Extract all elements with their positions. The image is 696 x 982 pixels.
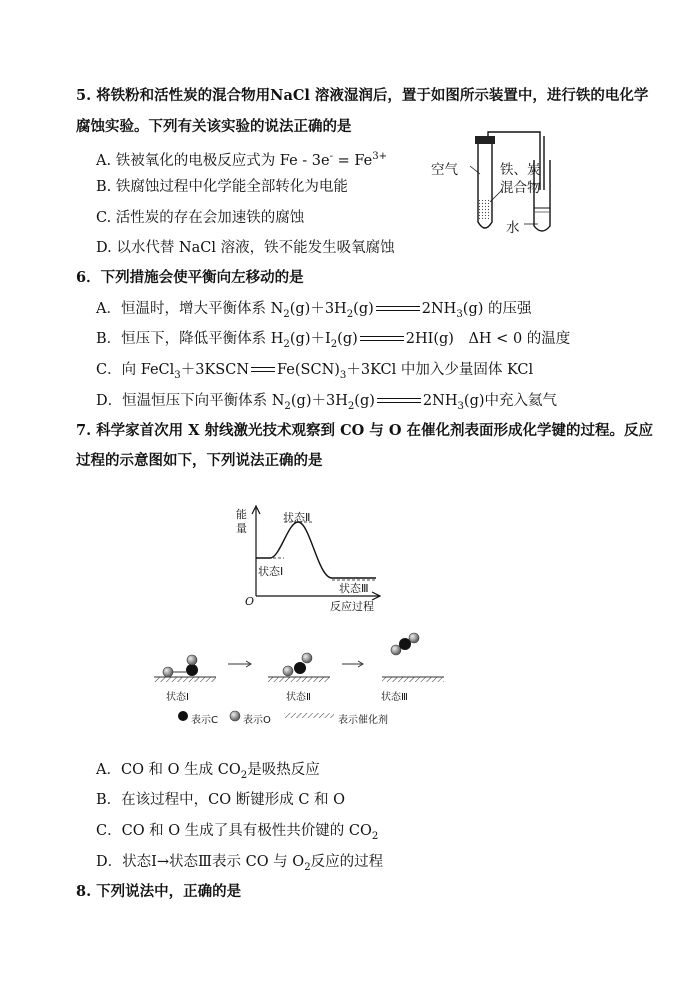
q6-stem: 6．下列措施会使平衡向左移动的是 [76, 269, 304, 286]
q5-label-mix2: 混合物 [500, 180, 541, 196]
q7-option-c: C．CO 和 O 生成了具有极性共价键的 $CO_2$ [96, 823, 379, 842]
q7-diagram-state3: 状态Ⅲ [339, 582, 369, 595]
q7-ylabel-2: 量 [236, 522, 247, 535]
q5-label-air: 空气 [431, 162, 458, 178]
q5-option-c: C. 活性炭的存在会加速铁的腐蚀 [96, 210, 305, 226]
q7-legend-o: 表示O [243, 715, 271, 726]
q7-stem-line2: 过程的示意图如下，下列说法正确的是 [76, 452, 323, 469]
q6-option-c: C．向 FeCl$_3$＋3KSCN $Fe(SCN)_3+3KCl$ 中加入少量固体 KCl [96, 362, 534, 381]
q7-diagram-state2: 状态Ⅱ [283, 511, 311, 524]
oxygen-atom-icon [230, 711, 240, 721]
q7-option-a: A．CO 和 O 生成 $CO_2$是吸热反应 [96, 762, 320, 781]
equilibrium-arrow-icon [360, 333, 404, 345]
q7-stem-line1: 7. 科学家首次用 X 射线激光技术观察到 CO 与 O 在催化剂表面形成化学键的过程。反应 [76, 422, 654, 439]
carbon-atom-icon [178, 711, 188, 721]
equilibrium-arrow-icon [377, 395, 421, 407]
q7-xlabel: 反应过程 [330, 600, 374, 613]
q5-option-b: B. 铁腐蚀过程中化学能全部转化为电能 [96, 179, 348, 195]
catalyst-icon [284, 713, 334, 718]
q8-stem: 8. 下列说法中，正确的是 [76, 883, 242, 900]
q6-option-a: A．恒温时，增大平衡体系 $N_2(g)+3H_2(g)$ $2NH_3(g)$ 的压强 [96, 301, 532, 320]
q7-origin: O [245, 595, 255, 608]
q6-option-d: D．恒温恒压下向平衡体系 $N_2(g)+3H_2(g)$ $2NH_3(g)$中充入氦气 [96, 393, 558, 412]
q5-stem-line1: 5. 将铁粉和活性炭的混合物用NaCl 溶液湿润后，置于如图所示装置中，进行铁的电化学 [76, 87, 649, 104]
q5-option-a: A. 铁被氧化的电极反应式为 $Fe - 3e^- = Fe^{3+}$ [96, 151, 388, 169]
q7-legend-c: 表示C [191, 715, 218, 726]
q5-option-d: D. 以水代替 NaCl 溶液，铁不能发生吸氧腐蚀 [96, 240, 395, 256]
q7-option-b: B．在该过程中，CO 断键形成 C 和 O [96, 792, 346, 808]
q7-process-state1: 状态Ⅰ [166, 692, 189, 703]
q7-process-state3: 状态Ⅲ [381, 692, 408, 703]
q7-legend-catalyst: 表示催化剂 [338, 715, 388, 726]
q7-process-diagram [150, 630, 450, 690]
equilibrium-arrow-icon [376, 303, 420, 315]
q5-label-water: 水 [506, 220, 520, 236]
q5-stem-line2: 腐蚀实验。下列有关该实验的说法正确的是 [76, 118, 352, 135]
q7-diagram-state1: 状态Ⅰ [258, 565, 284, 578]
equilibrium-arrow-icon [251, 364, 275, 376]
q5-label-mix1: 铁、炭 [500, 162, 541, 178]
q6-option-b: B．恒压下，降低平衡体系 $H_2(g)+I_2(g)$ 2HI(g) ΔH < 0 的温度 [96, 331, 571, 350]
q7-option-d: D．状态Ⅰ→状态Ⅲ表示 CO 与 $O_2$反应的过程 [96, 854, 384, 873]
q7-process-state2: 状态Ⅱ [286, 692, 311, 703]
q7-ylabel-1: 能 [236, 508, 247, 521]
